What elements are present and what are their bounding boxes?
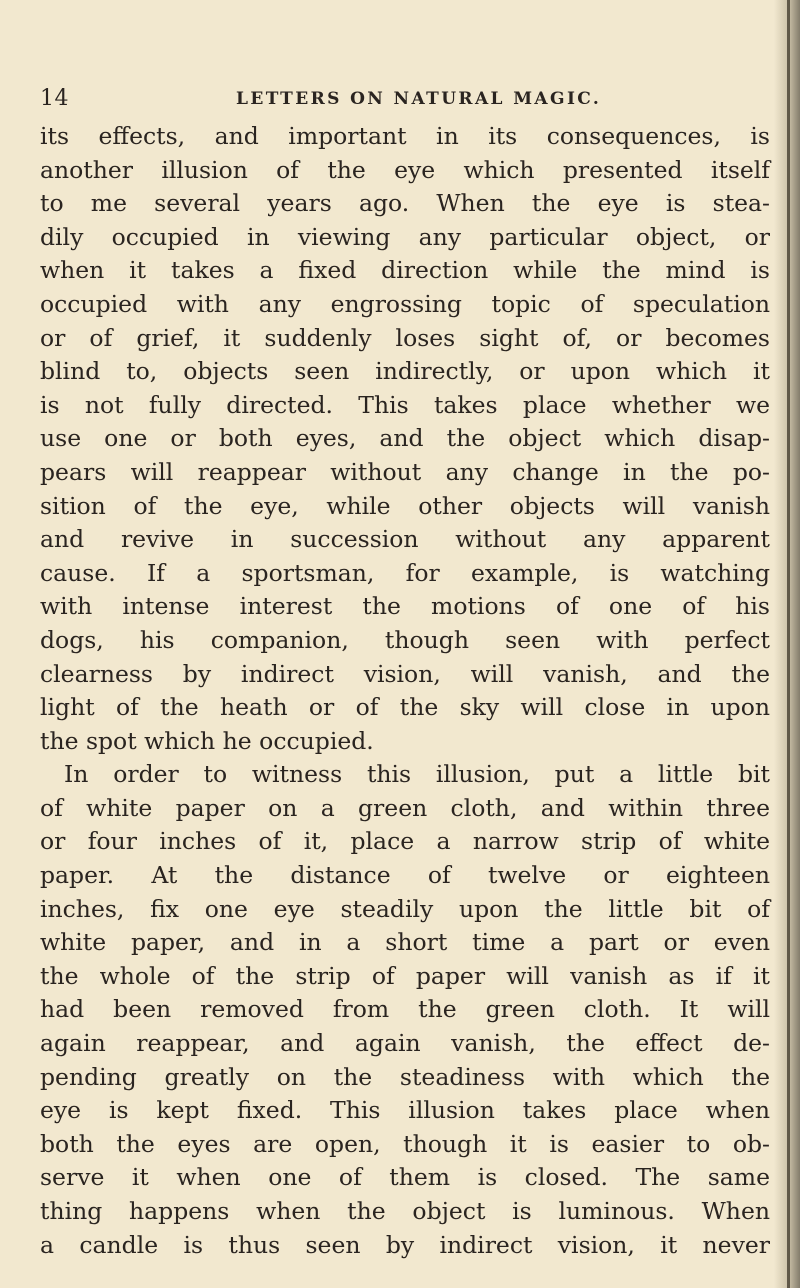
text-line: when it takes a fixed direction while the mind is: [40, 256, 770, 285]
text-line: with intense interest the motions of one of his: [40, 592, 770, 621]
text-line: another illusion of the eye which presented itself: [40, 155, 770, 184]
text-line: both the eyes are open, though it is easier to ob-: [40, 1129, 770, 1158]
text-line: blind to, objects seen indirectly, or upon which it: [40, 357, 770, 386]
text-line: its effects, and important in its consequences, is: [40, 122, 770, 150]
text-line: pears will reappear without any change in the po-: [40, 457, 770, 486]
text-line: again reappear, and again vanish, the effect de-: [40, 1029, 770, 1058]
text-line: paper. At the distance of twelve or eighteen: [40, 861, 770, 890]
text-line: serve it when one of them is closed. The same: [40, 1163, 770, 1192]
text-line: to me several years ago. When the eye is stea-: [40, 189, 770, 218]
text-line: of white paper on a green cloth, and within three: [40, 793, 770, 822]
body-text: [40, 120, 770, 1262]
text-line: light of the heath or of the sky will close in upon: [40, 693, 770, 722]
running-head: [40, 84, 770, 114]
text-line: dily occupied in viewing any particular object, or: [40, 222, 770, 251]
text-line: eye is kept fixed. This illusion takes place when: [40, 1096, 770, 1125]
text-line: dogs, his companion, though seen with perfect: [40, 625, 770, 654]
text-line: is not fully directed. This takes place whether we: [40, 390, 770, 419]
text-line: thing happens when the object is luminous. When: [40, 1197, 770, 1225]
text-line: or of grief, it suddenly loses sight of, or becomes: [40, 323, 770, 352]
text-line: cause. If a sportsman, for example, is watching: [40, 558, 770, 587]
page-edge-line: [787, 0, 790, 1288]
text-line: or four inches of it, place a narrow strip of white: [40, 827, 770, 856]
text-line: had been removed from the green cloth. It will: [40, 995, 770, 1024]
text-line: the whole of the strip of paper will vanish as if it: [40, 961, 770, 990]
text-line: and revive in succession without any apparent: [40, 525, 770, 554]
text-line: a candle is thus seen by indirect vision, it never: [40, 1230, 770, 1259]
running-title: LETTERS ON NATURAL MAGIC.: [236, 89, 602, 109]
page-number: 14: [40, 86, 69, 111]
text-line: inches, fix one eye steadily upon the little bit of: [40, 894, 770, 923]
text-line: pending greatly on the steadiness with which the: [40, 1062, 770, 1091]
text-line: white paper, and in a short time a part or even: [40, 928, 770, 957]
paragraph-first-line: In order to witness this illusion, put a little bit: [64, 760, 770, 789]
text-line: occupied with any engrossing topic of speculation: [40, 289, 770, 318]
paragraph-last-line: the spot which he occupied.: [40, 726, 374, 755]
text-line: use one or both eyes, and the object which disap-: [40, 424, 770, 453]
text-line: clearness by indirect vision, will vanish, and the: [40, 659, 770, 688]
text-line: sition of the eye, while other objects will vanish: [40, 491, 770, 520]
